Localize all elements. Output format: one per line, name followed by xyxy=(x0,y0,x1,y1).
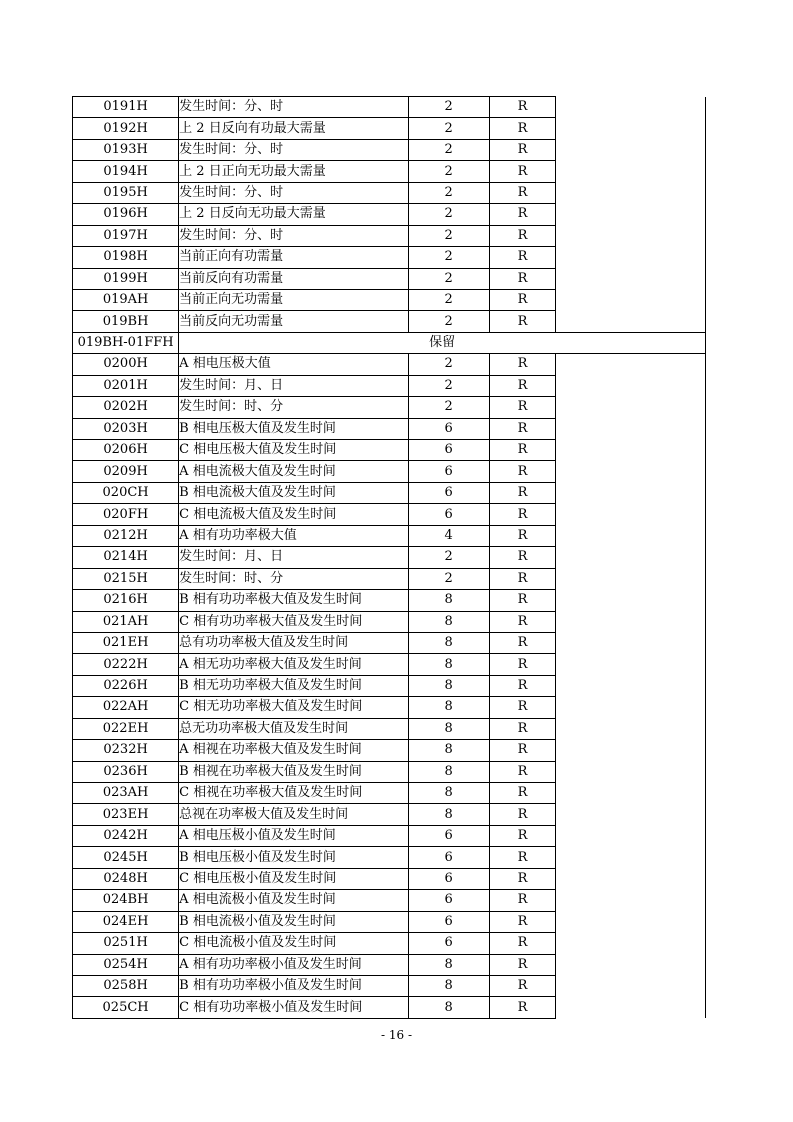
register-length: 8 xyxy=(408,954,489,975)
register-length: 8 xyxy=(408,632,489,653)
register-description: B 相有功功率极大值及发生时间 xyxy=(179,590,409,611)
register-access: R xyxy=(489,825,556,846)
register-address: 0232H xyxy=(73,740,179,761)
register-access: R xyxy=(489,182,556,203)
table-row xyxy=(73,97,706,118)
register-access: R xyxy=(489,911,556,932)
register-access: R xyxy=(489,783,556,804)
register-description: 当前反向无功需量 xyxy=(179,311,409,332)
register-description: 当前正向无功需量 xyxy=(179,289,409,310)
register-address: 024EH xyxy=(73,911,179,932)
register-description: A 相无功功率极大值及发生时间 xyxy=(179,654,409,675)
register-address: 023AH xyxy=(73,783,179,804)
register-address: 022AH xyxy=(73,697,179,718)
register-address: 0199H xyxy=(73,268,179,289)
register-table-body xyxy=(73,97,706,1019)
register-description: 上 2 日反向无功最大需量 xyxy=(179,204,409,225)
register-length: 8 xyxy=(408,804,489,825)
register-address: 024BH xyxy=(73,890,179,911)
register-address: 0251H xyxy=(73,933,179,954)
register-address: 023EH xyxy=(73,804,179,825)
register-access: R xyxy=(489,204,556,225)
register-length: 6 xyxy=(408,461,489,482)
register-description: A 相电流极大值及发生时间 xyxy=(179,461,409,482)
register-address: 0194H xyxy=(73,161,179,182)
remarks-cell xyxy=(556,97,706,333)
register-length: 2 xyxy=(408,139,489,160)
register-description: B 相无功功率极大值及发生时间 xyxy=(179,675,409,696)
register-address: 0202H xyxy=(73,397,179,418)
register-address: 0212H xyxy=(73,525,179,546)
table-row xyxy=(73,354,706,375)
register-address: 0236H xyxy=(73,761,179,782)
register-length: 2 xyxy=(408,118,489,139)
register-access: R xyxy=(489,247,556,268)
register-length: 6 xyxy=(408,911,489,932)
register-address: 0193H xyxy=(73,139,179,160)
register-description: C 相无功功率极大值及发生时间 xyxy=(179,697,409,718)
register-address: 021EH xyxy=(73,632,179,653)
register-length: 4 xyxy=(408,525,489,546)
register-description: C 相有功功率极大值及发生时间 xyxy=(179,611,409,632)
register-access: R xyxy=(489,311,556,332)
reserved-row xyxy=(73,332,706,353)
page-number: - 16 - xyxy=(380,1028,412,1042)
register-address: 0196H xyxy=(73,204,179,225)
register-access: R xyxy=(489,761,556,782)
register-access: R xyxy=(489,461,556,482)
register-length: 2 xyxy=(408,247,489,268)
register-length: 6 xyxy=(408,868,489,889)
register-description: 上 2 日正向无功最大需量 xyxy=(179,161,409,182)
register-description: C 相电流极大值及发生时间 xyxy=(179,504,409,525)
register-access: R xyxy=(489,997,556,1018)
register-access: R xyxy=(489,933,556,954)
register-length: 2 xyxy=(408,225,489,246)
register-address: 0245H xyxy=(73,847,179,868)
register-access: R xyxy=(489,354,556,375)
register-address: 0200H xyxy=(73,354,179,375)
register-address: 0209H xyxy=(73,461,179,482)
register-address: 0226H xyxy=(73,675,179,696)
register-address: 0214H xyxy=(73,547,179,568)
register-length: 6 xyxy=(408,890,489,911)
register-address: 022EH xyxy=(73,718,179,739)
register-description: 发生时间：时、分 xyxy=(179,568,409,589)
register-address: 0192H xyxy=(73,118,179,139)
register-length: 6 xyxy=(408,482,489,503)
register-access: R xyxy=(489,547,556,568)
register-length: 2 xyxy=(408,547,489,568)
register-length: 8 xyxy=(408,761,489,782)
register-length: 2 xyxy=(408,161,489,182)
register-description: B 相电压极大值及发生时间 xyxy=(179,418,409,439)
register-length: 2 xyxy=(408,182,489,203)
register-description: C 相电压极大值及发生时间 xyxy=(179,440,409,461)
register-address: 019BH xyxy=(73,311,179,332)
register-access: R xyxy=(489,954,556,975)
remarks-cell xyxy=(556,354,706,1019)
register-address: 0254H xyxy=(73,954,179,975)
register-address: 0215H xyxy=(73,568,179,589)
register-description: 发生时间：分、时 xyxy=(179,139,409,160)
register-length: 6 xyxy=(408,504,489,525)
register-access: R xyxy=(489,590,556,611)
register-access: R xyxy=(489,975,556,996)
register-length: 2 xyxy=(408,354,489,375)
register-description: B 相电流极小值及发生时间 xyxy=(179,911,409,932)
register-access: R xyxy=(489,139,556,160)
register-length: 2 xyxy=(408,568,489,589)
register-access: R xyxy=(489,654,556,675)
register-description: B 相电流极大值及发生时间 xyxy=(179,482,409,503)
register-description: 发生时间：分、时 xyxy=(179,225,409,246)
register-description: 发生时间：分、时 xyxy=(179,182,409,203)
register-address: 0248H xyxy=(73,868,179,889)
register-access: R xyxy=(489,482,556,503)
register-description: B 相有功功率极小值及发生时间 xyxy=(179,975,409,996)
register-access: R xyxy=(489,740,556,761)
register-length: 2 xyxy=(408,204,489,225)
register-access: R xyxy=(489,397,556,418)
register-length: 8 xyxy=(408,783,489,804)
register-access: R xyxy=(489,440,556,461)
register-access: R xyxy=(489,718,556,739)
register-length: 8 xyxy=(408,590,489,611)
register-length: 2 xyxy=(408,97,489,118)
register-access: R xyxy=(489,890,556,911)
register-address: 025CH xyxy=(73,997,179,1018)
register-access: R xyxy=(489,568,556,589)
register-description: C 相电压极小值及发生时间 xyxy=(179,868,409,889)
register-address: 0201H xyxy=(73,375,179,396)
register-description: A 相有功功率极大值 xyxy=(179,525,409,546)
register-description: A 相视在功率极大值及发生时间 xyxy=(179,740,409,761)
register-length: 8 xyxy=(408,697,489,718)
register-access: R xyxy=(489,632,556,653)
register-length: 2 xyxy=(408,268,489,289)
register-address: 019BH-01FFH xyxy=(73,332,179,353)
register-address: 021AH xyxy=(73,611,179,632)
register-description: A 相有功功率极小值及发生时间 xyxy=(179,954,409,975)
register-length: 6 xyxy=(408,825,489,846)
register-address: 0216H xyxy=(73,590,179,611)
register-address: 0222H xyxy=(73,654,179,675)
register-access: R xyxy=(489,868,556,889)
register-address: 0191H xyxy=(73,97,179,118)
register-length: 6 xyxy=(408,418,489,439)
register-description: A 相电压极小值及发生时间 xyxy=(179,825,409,846)
register-length: 2 xyxy=(408,375,489,396)
register-length: 8 xyxy=(408,740,489,761)
register-address: 0206H xyxy=(73,440,179,461)
register-address: 020CH xyxy=(73,482,179,503)
register-length: 2 xyxy=(408,311,489,332)
register-access: R xyxy=(489,847,556,868)
register-length: 2 xyxy=(408,289,489,310)
register-address: 0198H xyxy=(73,247,179,268)
register-length: 2 xyxy=(408,397,489,418)
register-description: 当前反向有功需量 xyxy=(179,268,409,289)
register-description: B 相电压极小值及发生时间 xyxy=(179,847,409,868)
register-description: 总无功功率极大值及发生时间 xyxy=(179,718,409,739)
register-access: R xyxy=(489,161,556,182)
register-length: 8 xyxy=(408,675,489,696)
register-address: 0242H xyxy=(73,825,179,846)
register-address: 0203H xyxy=(73,418,179,439)
register-access: R xyxy=(489,697,556,718)
register-length: 8 xyxy=(408,654,489,675)
register-address: 0197H xyxy=(73,225,179,246)
reserved-label: 保留 xyxy=(179,332,706,353)
register-table xyxy=(72,96,706,1019)
register-description: C 相视在功率极大值及发生时间 xyxy=(179,783,409,804)
register-length: 8 xyxy=(408,718,489,739)
register-length: 8 xyxy=(408,997,489,1018)
register-description: 总视在功率极大值及发生时间 xyxy=(179,804,409,825)
register-description: C 相电流极小值及发生时间 xyxy=(179,933,409,954)
register-description: 发生时间：分、时 xyxy=(179,97,409,118)
register-access: R xyxy=(489,118,556,139)
register-access: R xyxy=(489,525,556,546)
register-access: R xyxy=(489,675,556,696)
register-access: R xyxy=(489,804,556,825)
register-length: 6 xyxy=(408,440,489,461)
register-address: 020FH xyxy=(73,504,179,525)
register-description: 发生时间：月、日 xyxy=(179,547,409,568)
register-description: A 相电压极大值 xyxy=(179,354,409,375)
register-access: R xyxy=(489,504,556,525)
register-length: 8 xyxy=(408,975,489,996)
register-access: R xyxy=(489,418,556,439)
register-address: 0258H xyxy=(73,975,179,996)
register-access: R xyxy=(489,375,556,396)
register-description: 当前正向有功需量 xyxy=(179,247,409,268)
register-access: R xyxy=(489,611,556,632)
register-description: C 相有功功率极小值及发生时间 xyxy=(179,997,409,1018)
register-description: 发生时间：月、日 xyxy=(179,375,409,396)
register-description: 上 2 日反向有功最大需量 xyxy=(179,118,409,139)
register-access: R xyxy=(489,225,556,246)
register-address: 019AH xyxy=(73,289,179,310)
register-length: 6 xyxy=(408,847,489,868)
register-address: 0195H xyxy=(73,182,179,203)
register-access: R xyxy=(489,97,556,118)
register-description: B 相视在功率极大值及发生时间 xyxy=(179,761,409,782)
register-description: 发生时间：时、分 xyxy=(179,397,409,418)
register-description: A 相电流极小值及发生时间 xyxy=(179,890,409,911)
register-length: 6 xyxy=(408,933,489,954)
register-description: 总有功功率极大值及发生时间 xyxy=(179,632,409,653)
register-access: R xyxy=(489,289,556,310)
register-length: 8 xyxy=(408,611,489,632)
register-access: R xyxy=(489,268,556,289)
